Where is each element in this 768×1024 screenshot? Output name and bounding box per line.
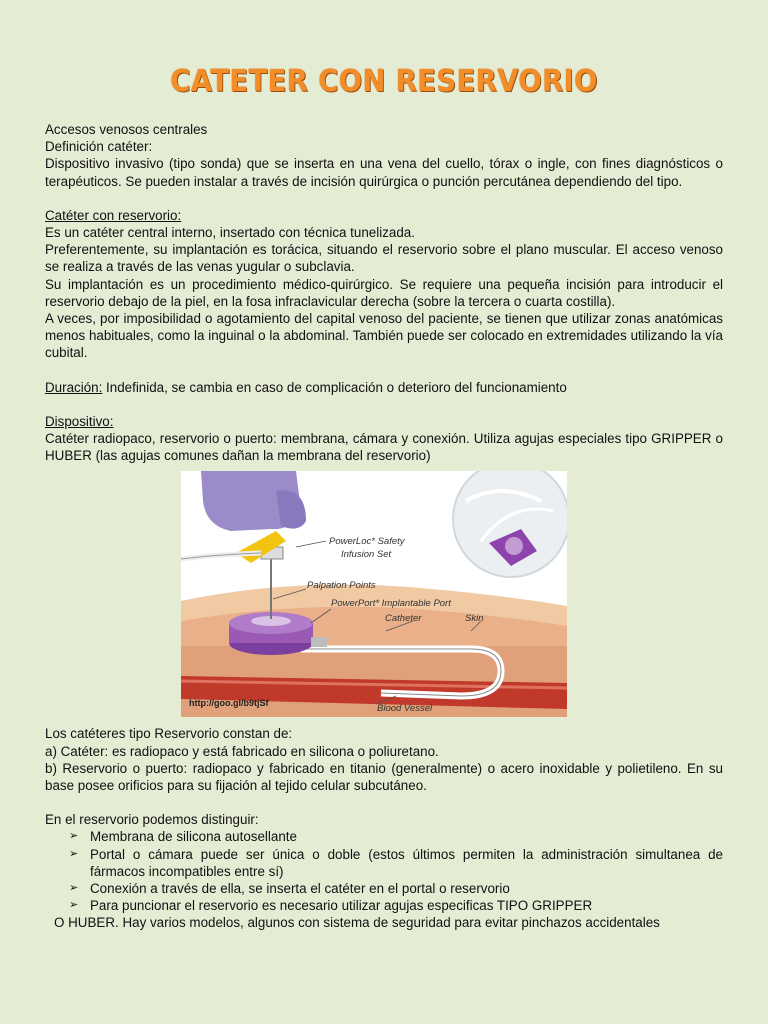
- reservoir-paragraph-2: Preferentemente, su implantación es torácica, situando el reservorio sobre el plano muscular. El acceso venoso se realiza a través de las venas yugular o subclavia.: [45, 242, 723, 275]
- page-title: CATETER CON RESERVORIO: [170, 64, 598, 99]
- arrow-bullet-icon: ➢: [69, 882, 79, 895]
- image-source-url: http://goo.gl/b9tjSf: [189, 698, 269, 709]
- document-body: [45, 121, 723, 932]
- label-catheter: Catheter: [385, 613, 422, 625]
- label-powerloc: PowerLoc* Safety: [329, 536, 405, 548]
- duration-label: Duración:: [45, 379, 103, 395]
- label-blood-vessel: Blood Vessel: [377, 703, 433, 715]
- definition-text: Dispositivo invasivo (tipo sonda) que se inserta en una vena del cuello, tórax o ingle, con fines diagnósticos o terapéuticos. Se pueden instalar a través de incisión quirúrgica o punción percutánea dependiendo del tipo.: [45, 156, 723, 189]
- types-heading: Los catéteres tipo Reservorio constan de:: [45, 726, 293, 742]
- heading-dispositivo: Dispositivo:: [45, 413, 114, 429]
- duration-line: [45, 379, 723, 396]
- list-item: ➢ Conexión a través de ella, se inserta el catéter en el portal o reservorio: [69, 881, 510, 897]
- list-item: ➢ Para puncionar el reservorio es necesario utilizar agujas especificas TIPO GRIPPER: [69, 898, 593, 914]
- reservoir-paragraph-1: Es un catéter central interno, insertado con técnica tunelizada.: [45, 225, 415, 241]
- arrow-bullet-icon: ➢: [69, 899, 79, 912]
- duration-text: Indefinida, se cambia en caso de complicación o deterioro del funcionamiento: [102, 379, 567, 395]
- distinguish-list: [45, 828, 723, 914]
- distinguish-heading: En el reservorio podemos distinguir:: [45, 812, 259, 828]
- device-text: Catéter radiopaco, reservorio o puerto: membrana, cámara y conexión. Utiliza agujas especiales tipo GRIPPER o HUBER (las agujas comunes dañan la membrana del reservorio): [45, 431, 723, 464]
- label-powerport: PowerPort* Implantable Port: [331, 598, 451, 610]
- list-item: ➢ Portal o cámara puede ser única o doble (estos últimos permiten la administración simultanea de fármacos incompatibles entre sí): [69, 846, 723, 879]
- label-skin: Skin: [465, 613, 484, 625]
- label-infusion-set: Infusion Set: [341, 549, 392, 561]
- heading-cateter-reservorio: Catéter con reservorio:: [45, 207, 182, 223]
- label-palpation-points: Palpation Points: [307, 580, 376, 592]
- heading-definicion: Definición catéter:: [45, 139, 153, 155]
- arrow-bullet-icon: ➢: [69, 847, 79, 860]
- distinguish-tail: O HUBER. Hay varios modelos, algunos con sistema de seguridad para evitar pinchazos accidentales: [54, 915, 660, 931]
- types-item-a: a) Catéter: es radiopaco y está fabricado en silicona o poliuretano.: [45, 743, 439, 759]
- list-item: ➢ Membrana de silicona autosellante: [69, 829, 297, 845]
- port-diagram-image: [181, 471, 567, 717]
- reservoir-paragraph-4: A veces, por imposibilidad o agotamiento del capital venoso del paciente, se tienen que utilizar zonas anatómicas menos habituales, como la inguinal o la abdominal. También puede ser colocado en extremidades utilizando la vía cubital.: [45, 311, 723, 361]
- reservoir-paragraph-3: Su implantación es un procedimiento médico-quirúrgico. Se requiere una pequeña incisión para introducir el reservorio debajo de la piel, en la fosa infraclavicular derecha (sobre la tercera o cuarta costilla).: [45, 276, 723, 309]
- port-diagram-svg: [181, 471, 567, 717]
- heading-accesos: Accesos venosos centrales: [45, 122, 208, 137]
- types-item-b: b) Reservorio o puerto: radiopaco y fabricado en titanio (generalmente) o acero inoxidable y polietileno. En su base posee orificios para su fijación al tejido celular subcutáneo.: [45, 760, 723, 794]
- arrow-bullet-icon: ➢: [69, 830, 79, 843]
